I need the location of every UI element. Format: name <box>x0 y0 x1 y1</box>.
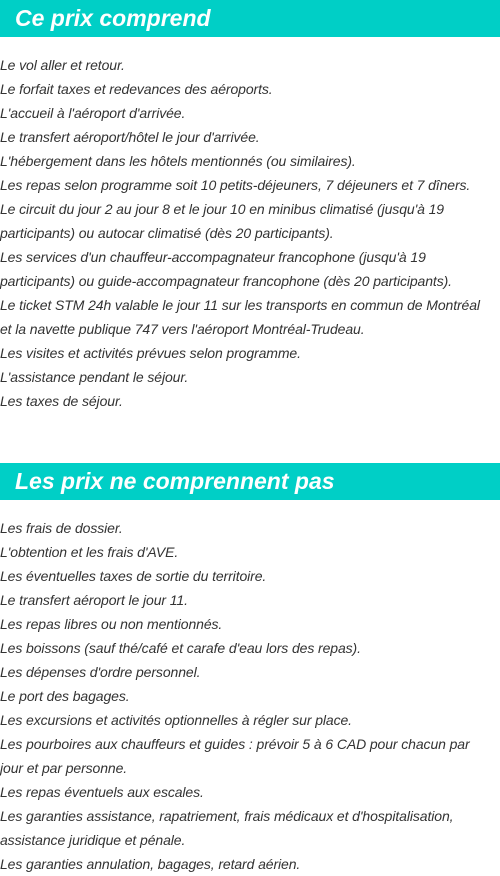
included-section-title: Ce prix comprend <box>15 5 211 31</box>
list-item: Le forfait taxes et redevances des aéroports. <box>0 81 273 97</box>
included-section <box>0 0 500 413</box>
list-item: Les services d'un chauffeur-accompagnateur francophone (jusqu'à 19 participants) ou guide-accompagnateur francophone (dès 20 participants). <box>0 249 452 289</box>
list-item: Les repas éventuels aux escales. <box>0 784 204 800</box>
excluded-section-header <box>0 463 500 500</box>
list-item: Les dépenses d'ordre personnel. <box>0 664 201 680</box>
list-item: Les excursions et activités optionnelles à régler sur place. <box>0 712 352 728</box>
list-item: L'assistance pendant le séjour. <box>0 369 189 385</box>
included-list <box>0 37 500 413</box>
list-item: Le transfert aéroport/hôtel le jour d'arrivée. <box>0 129 260 145</box>
list-item: Les éventuelles taxes de sortie du territoire. <box>0 568 267 584</box>
list-item: Les boissons (sauf thé/café et carafe d'eau lors des repas). <box>0 640 361 656</box>
list-item: Les repas selon programme soit 10 petits-déjeuners, 7 déjeuners et 7 dîners. <box>0 177 471 193</box>
list-item: L'hébergement dans les hôtels mentionnés (ou similaires). <box>0 153 356 169</box>
list-item: Les frais de dossier. <box>0 520 123 536</box>
list-item: Les garanties assistance, rapatriement, frais médicaux et d'hospitalisation, assistance juridique et pénale. <box>0 808 454 848</box>
list-item: Le ticket STM 24h valable le jour 11 sur les transports en commun de Montréal et la navette publique 747 vers l'aéroport Montréal-Trudeau. <box>0 297 480 337</box>
list-item: L'obtention et les frais d'AVE. <box>0 544 179 560</box>
list-item: Les visites et activités prévues selon programme. <box>0 345 301 361</box>
excluded-list <box>0 500 500 876</box>
list-item: Les pourboires aux chauffeurs et guides : prévoir 5 à 6 CAD pour chacun par jour et par personne. <box>0 736 470 776</box>
list-item: Les taxes de séjour. <box>0 393 123 409</box>
list-item: Le vol aller et retour. <box>0 57 125 73</box>
list-item: Le port des bagages. <box>0 688 130 704</box>
list-item: L'accueil à l'aéroport d'arrivée. <box>0 105 186 121</box>
excluded-section <box>0 463 500 876</box>
list-item: Les repas libres ou non mentionnés. <box>0 616 223 632</box>
list-item: Le circuit du jour 2 au jour 8 et le jour 10 en minibus climatisé (jusqu'à 19 participants) ou autocar climatisé (dès 20 participants). <box>0 201 444 241</box>
included-section-header <box>0 0 500 37</box>
list-item: Le transfert aéroport le jour 11. <box>0 592 188 608</box>
list-item: Les garanties annulation, bagages, retard aérien. <box>0 856 301 872</box>
excluded-section-title: Les prix ne comprennent pas <box>15 468 335 494</box>
